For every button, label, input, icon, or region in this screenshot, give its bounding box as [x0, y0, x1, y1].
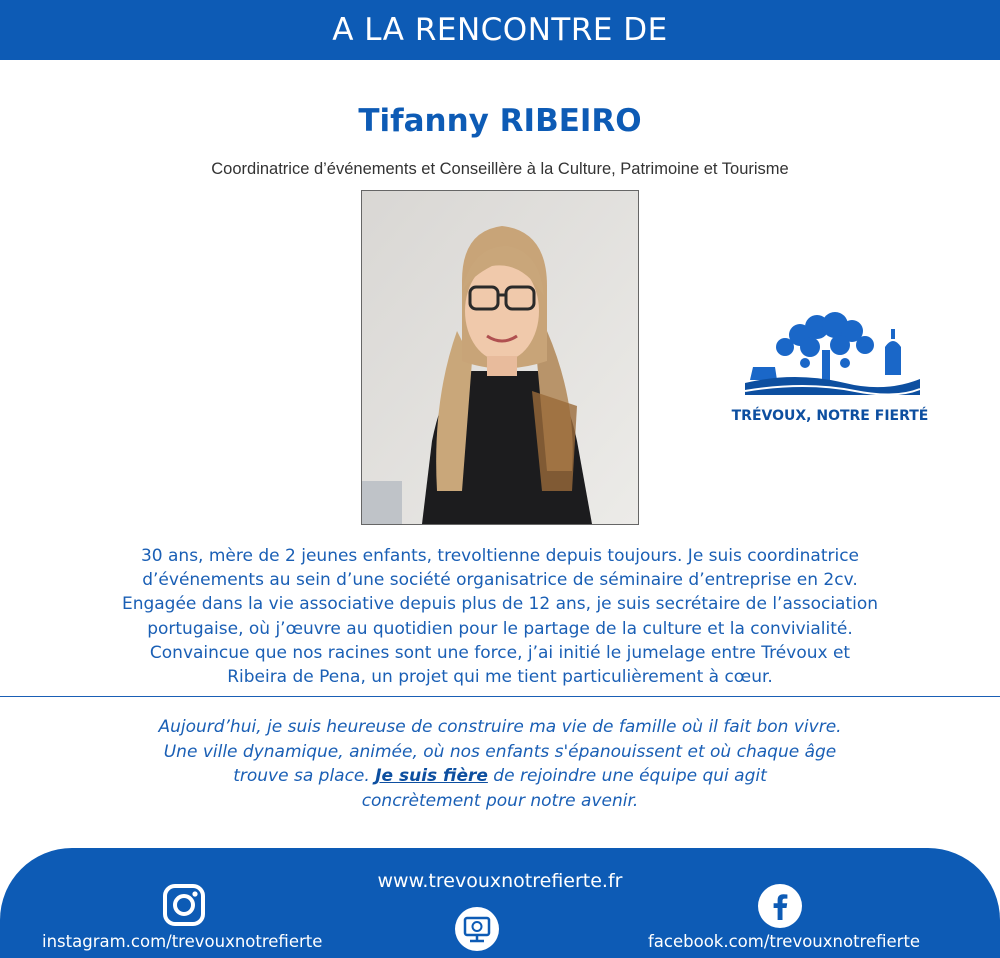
- website-link[interactable]: www.trevouxnotrefierte.fr: [377, 870, 623, 892]
- bio-text: [30, 544, 970, 689]
- quote-line-3-pre: trouve sa place.: [233, 766, 370, 786]
- quote-line: Une ville dynamique, animée, où nos enfants s'épanouissent et où chaque âge: [163, 741, 837, 762]
- bio-line: 30 ans, mère de 2 jeunes enfants, trevoltienne depuis toujours. Je suis coordinatrice: [140, 546, 860, 566]
- person-name: Tifanny RIBEIRO: [358, 103, 642, 139]
- footer: [0, 848, 1000, 958]
- trevoux-logo: [705, 305, 955, 455]
- quote-line-3: [60, 764, 940, 789]
- portrait-photo: [361, 190, 639, 525]
- person-role: Coordinatrice d’événements et Conseillère à la Culture, Patrimoine et Tourisme: [211, 160, 789, 178]
- header-banner: [0, 0, 1000, 60]
- quote-line: concrètement pour notre avenir.: [361, 790, 639, 811]
- instagram-icon[interactable]: [162, 883, 206, 927]
- bio-line: Engagée dans la vie associative depuis plus de 12 ans, je suis secrétaire de l’association: [121, 594, 879, 615]
- quote-line-3-post: de rejoindre une équipe qui agit: [493, 766, 767, 786]
- quote-line: Aujourd’hui, je suis heureuse de construire ma vie de famille où il fait bon vivre.: [158, 717, 842, 737]
- bio-line: d’événements au sein d’une société organisatrice de séminaire d’entreprise en 2cv.: [142, 570, 858, 591]
- header-title: A LA RENCONTRE DE: [332, 12, 668, 48]
- instagram-link[interactable]: instagram.com/trevouxnotrefierte: [42, 932, 323, 951]
- section-divider: [0, 696, 1000, 697]
- website-icon[interactable]: [454, 906, 500, 952]
- quote-highlight: Je suis fière: [375, 766, 488, 786]
- bio-line: Convaincue que nos racines sont une force, j’ai initié le jumelage entre Trévoux et: [149, 642, 851, 663]
- logo-text: TRÉVOUX, NOTRE FIERTÉ: [731, 408, 929, 424]
- bio-line: Ribeira de Pena, un projet qui me tient particulièrement à cœur.: [227, 667, 773, 688]
- tree-castle-icon: [705, 305, 955, 405]
- facebook-link[interactable]: facebook.com/trevouxnotrefierte: [648, 932, 921, 951]
- facebook-icon[interactable]: [757, 883, 803, 929]
- quote-text: [60, 715, 940, 813]
- bio-line: portugaise, où j’œuvre au quotidien pour le partage de la culture et la convivialité.: [147, 618, 853, 639]
